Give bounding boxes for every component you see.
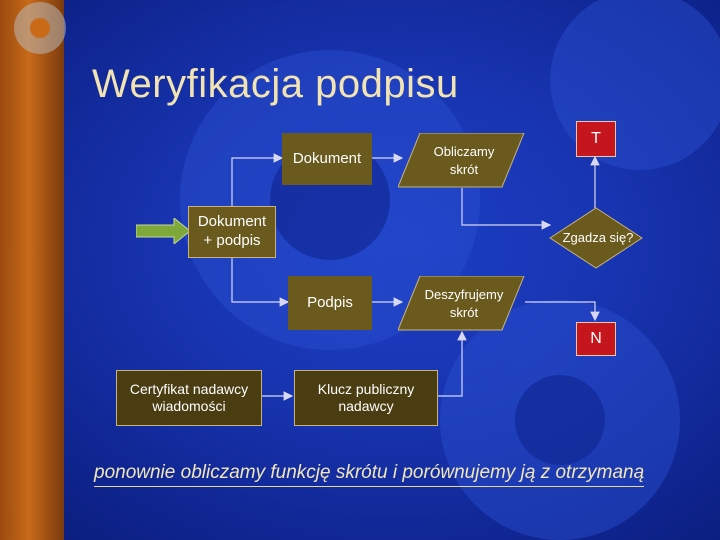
zgadza-label: Zgadza się? [562,230,634,245]
podpis-box [288,276,372,330]
dokument-podpis-line1: Dokument [197,213,267,231]
n-terminal-label: N [590,330,602,347]
obliczamy-line1: Obliczamy [433,144,495,160]
podpis-label: Podpis [307,293,353,311]
deszyfrujemy-line2: skrót [449,305,479,320]
dokument-label: Dokument [292,149,362,167]
certyfikat-line2: wiadomości [152,398,226,414]
obliczamy-line2: skrót [449,162,479,177]
page-title: Weryfikacja podpisu [92,62,459,106]
obliczamy-skrot-node [414,136,514,186]
dokument-podpis-line2: + podpis [203,232,261,249]
deszyfrujemy-skrot-node [410,279,518,329]
t-terminal-label: T [591,130,601,147]
arrow-right-icon [136,218,190,244]
klucz-line2: nadawcy [338,398,394,414]
deszyfrujemy-line1: Deszyfrujemy [424,287,504,303]
klucz-line1: Klucz publiczny [317,380,415,397]
dokument-podpis-box [188,206,276,258]
caption-text: ponownie obliczamy funkcję skrótu i porównujemy ją z otrzymaną [94,462,645,483]
certyfikat-line1: Certyfikat nadawcy [129,380,249,397]
klucz-box [294,370,438,426]
certyfikat-box [116,370,262,426]
n-terminal [576,322,616,356]
dokument-box [282,133,372,185]
t-terminal [576,121,616,157]
